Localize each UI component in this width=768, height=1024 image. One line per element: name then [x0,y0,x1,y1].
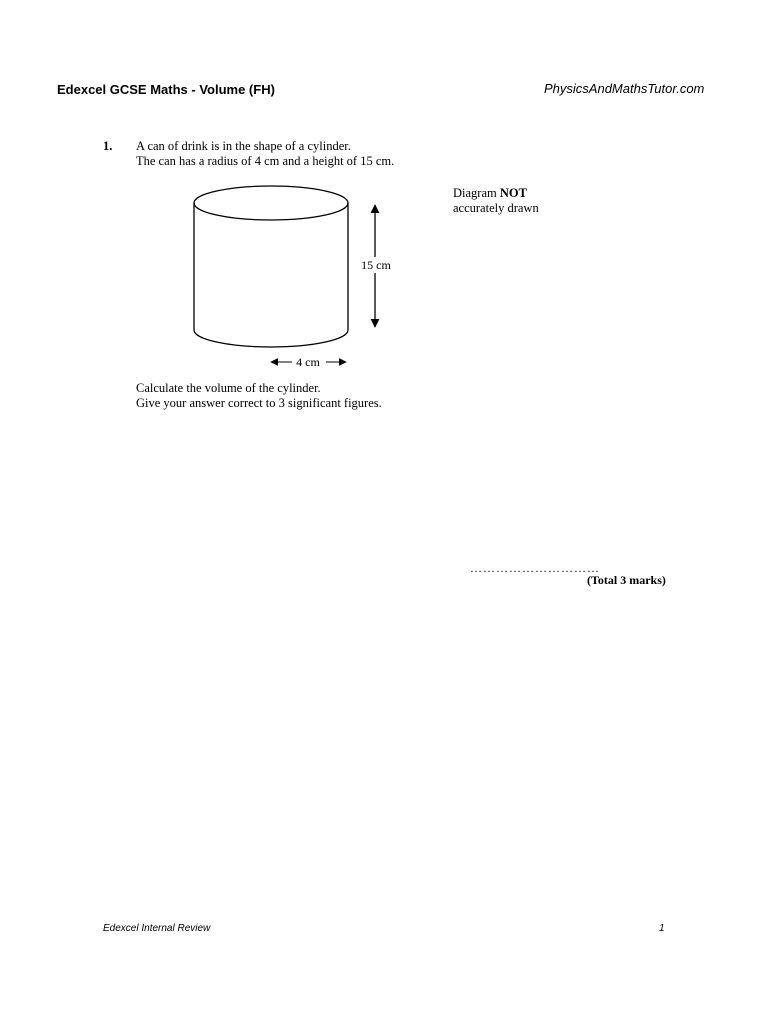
question-number: 1. [103,139,113,153]
question-text [136,139,394,169]
diagram-note [453,186,539,216]
footer-text: Edexcel Internal Review [103,923,211,934]
diagram-note-emphasis: NOT [499,186,527,200]
diagram-note-prefix: Diagram [453,186,500,200]
question-line-1: A can of drink is in the shape of a cylinder. [136,139,351,153]
cylinder-diagram [180,175,420,375]
question-line-2: The can has a radius of 4 cm and a height of 15 cm. [136,154,395,168]
cylinder-bottom-arc [194,330,348,347]
question-instructions [136,381,382,411]
diagram-note-line-1 [453,186,539,201]
answer-line[interactable]: ………………………… [470,561,600,575]
diagram-note-line-2: accurately drawn [453,201,539,215]
document-title: Edexcel GCSE Maths - Volume (FH) [57,82,275,97]
instruction-line-1: Calculate the volume of the cylinder. [136,381,321,395]
height-label: 15 cm [361,258,391,272]
radius-label: 4 cm [296,355,320,369]
site-name: PhysicsAndMathsTutor.com [544,81,705,96]
cylinder-top-ellipse [194,186,348,220]
cylinder-shape [194,186,348,347]
page-number: 1 [659,923,665,934]
total-marks: (Total 3 marks) [587,573,666,587]
instruction-line-2: Give your answer correct to 3 significant figures. [136,396,382,410]
